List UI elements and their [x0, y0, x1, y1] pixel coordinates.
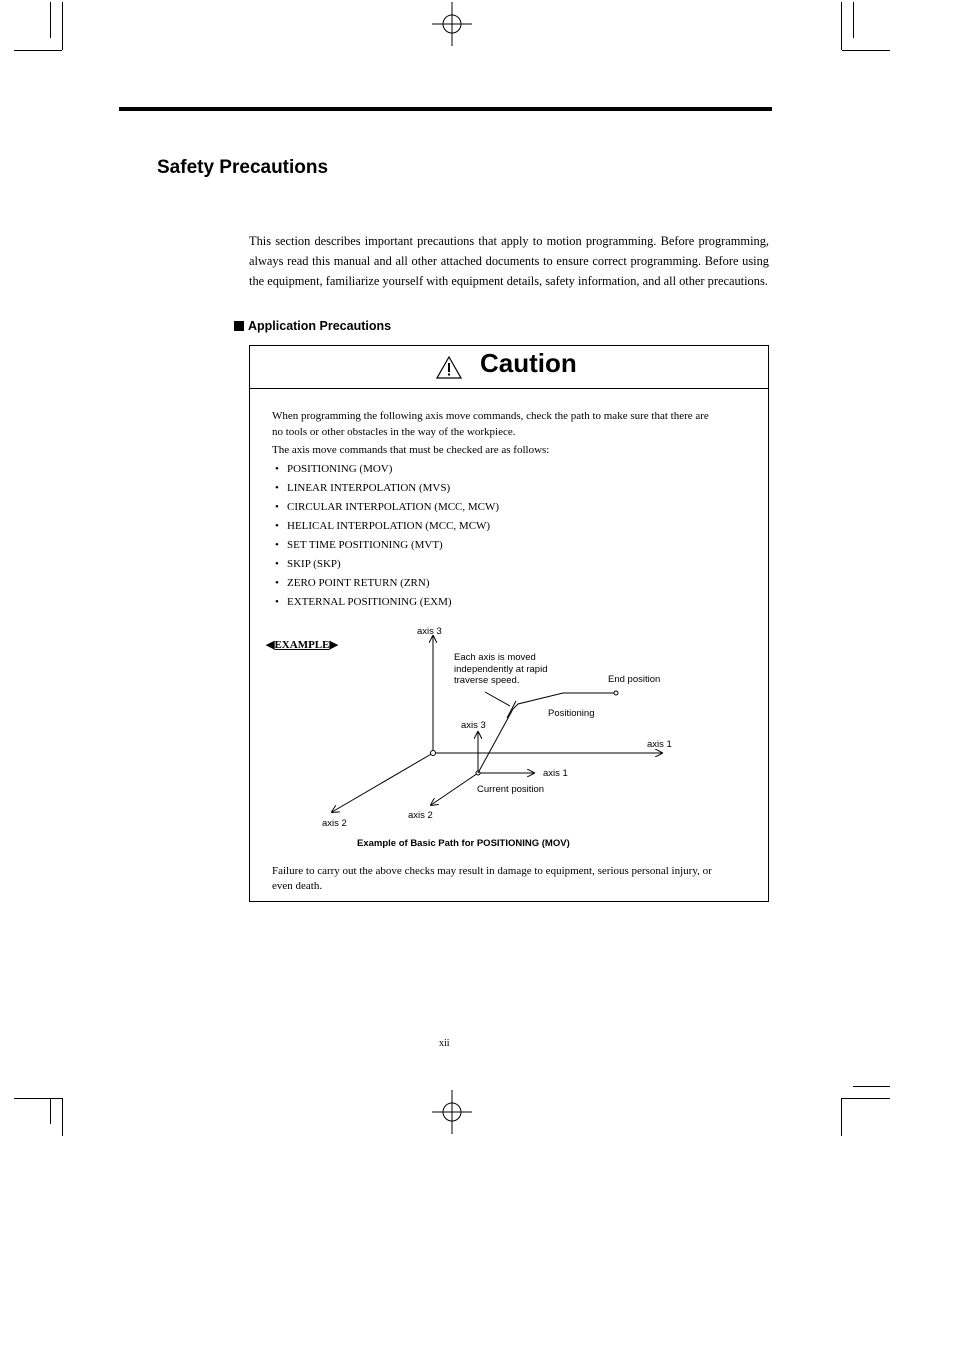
section-subheading — [234, 319, 391, 333]
label-axis3-top: axis 3 — [417, 626, 442, 637]
command-list — [275, 460, 499, 612]
caution-box — [249, 345, 769, 902]
list-item: • EXTERNAL POSITIONING (EXM) — [275, 596, 452, 608]
label-note-line-3: traverse speed. — [454, 675, 520, 686]
label-axis2-left: axis 2 — [322, 818, 347, 829]
list-item: • CIRCULAR INTERPOLATION (MCC, MCW) — [275, 501, 500, 513]
label-axis1-right: axis 1 — [647, 739, 672, 750]
note-leader — [485, 692, 510, 706]
registration-mark-top — [432, 2, 472, 46]
crop-mark — [842, 1098, 890, 1099]
list-item: • SET TIME POSITIONING (MVT) — [275, 539, 443, 551]
label-end-position: End position — [608, 674, 661, 685]
diagram-caption: Example of Basic Path for POSITIONING (MOV) — [357, 838, 570, 849]
crop-mark — [853, 1086, 890, 1087]
positioning-diagram — [250, 616, 768, 836]
label-note-line-2: independently at rapid — [454, 664, 548, 675]
crop-mark — [62, 1098, 63, 1136]
subheading-label: Application Precautions — [248, 319, 392, 333]
label-current-position: Current position — [477, 784, 545, 795]
header-rule — [119, 107, 772, 111]
crop-mark — [62, 2, 63, 50]
label-axis2-local: axis 2 — [408, 810, 433, 821]
crop-mark — [14, 50, 62, 51]
list-item: • LINEAR INTERPOLATION (MVS) — [275, 482, 451, 494]
main-axis-2 — [332, 753, 433, 812]
registration-mark-bottom — [432, 1090, 472, 1134]
crop-mark — [50, 1098, 51, 1124]
crop-mark — [841, 1098, 842, 1136]
end-position-point — [614, 691, 618, 695]
label-positioning: Positioning — [548, 708, 595, 719]
crop-mark — [842, 50, 890, 51]
list-item: • HELICAL INTERPOLATION (MCC, MCW) — [275, 520, 491, 532]
label-axis3-local: axis 3 — [461, 720, 486, 731]
crop-mark — [50, 2, 51, 38]
list-item: • SKIP (SKP) — [275, 558, 341, 570]
caution-warning-text: Failure to carry out the above checks may result in damage to equipment, serious personal injury, or even death. — [272, 865, 712, 892]
intro-paragraph: This section describes important precautions that apply to motion programming. Before programming, always read this manual and all other attached documents to ensure correct programming. Before using the equipment, familiarize yourself with equipment details, safety information, and all other precautions. — [249, 234, 769, 288]
warning-triangle-icon — [436, 356, 462, 379]
caution-heading: Caution — [480, 348, 577, 378]
origin-point — [431, 751, 436, 756]
example-label: EXAMPLE — [274, 638, 330, 651]
caution-paragraph-2: The axis move commands that must be checked are as follows: — [272, 444, 550, 456]
triangle-right-icon: ▶ — [329, 639, 338, 651]
list-item: • ZERO POINT RETURN (ZRN) — [275, 577, 430, 589]
crop-mark — [841, 2, 842, 50]
bend-tick — [507, 701, 516, 718]
page-title: Safety Precautions — [157, 157, 329, 178]
caution-header — [250, 346, 768, 389]
label-note-line-1: Each axis is moved — [454, 652, 536, 663]
triangle-left-icon: ◀ — [266, 639, 275, 651]
local-axis-2 — [431, 773, 478, 805]
positioning-path — [478, 693, 616, 773]
crop-mark — [853, 2, 854, 38]
page-number: xii — [439, 1038, 450, 1049]
crop-mark — [14, 1098, 62, 1099]
label-axis1-local: axis 1 — [543, 768, 568, 779]
list-item: • POSITIONING (MOV) — [275, 463, 393, 475]
caution-paragraph-1: When programming the following axis move commands, check the path to make sure that there are no tools or other obstacles in the way of the workpiece. — [272, 410, 709, 438]
square-bullet-icon — [234, 321, 244, 331]
